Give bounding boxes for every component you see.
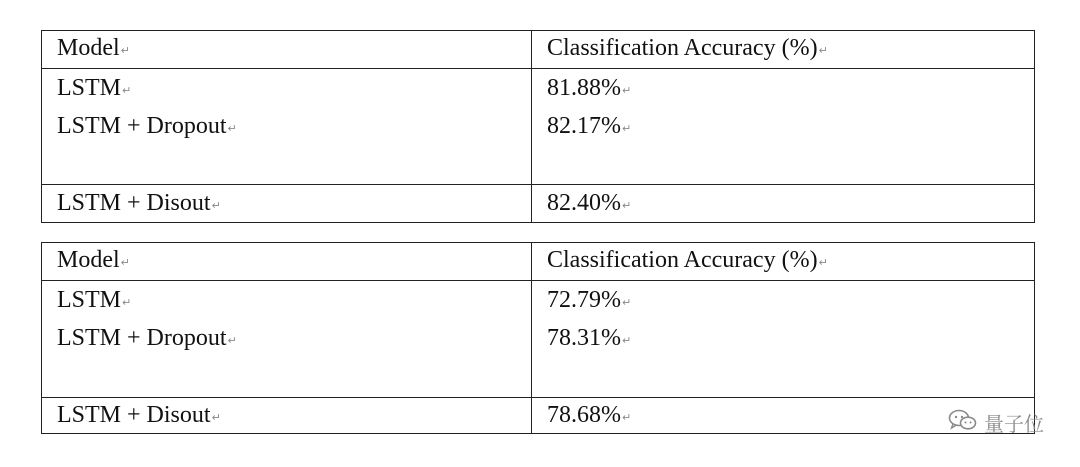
header-accuracy: Classification Accuracy (%)↵: [547, 35, 828, 61]
accuracy-lstm-dropout: 78.31%↵: [547, 325, 632, 351]
model-lstm: LSTM↵: [57, 75, 132, 101]
accuracy-lstm-dropout: 82.17%↵: [547, 113, 632, 139]
watermark-text: 量子位: [984, 412, 1044, 436]
accuracy-lstm-disout: 82.40%↵: [547, 190, 632, 216]
accuracy-lstm-disout: 78.68%↵: [547, 402, 632, 428]
results-table-1: [41, 30, 1035, 223]
accuracy-lstm: 72.79%↵: [547, 287, 632, 313]
table-header-row: [42, 243, 1034, 281]
table-body-row: [42, 281, 1034, 398]
model-lstm: LSTM↵: [57, 287, 132, 313]
model-lstm-disout: LSTM + Disout↵: [57, 402, 221, 428]
accuracy-lstm: 81.88%↵: [547, 75, 632, 101]
model-lstm-dropout: LSTM + Dropout↵: [57, 113, 237, 139]
wechat-icon: [948, 408, 978, 437]
table-header-row: [42, 31, 1034, 69]
model-lstm-dropout: LSTM + Dropout↵: [57, 325, 237, 351]
header-model: Model↵: [57, 35, 130, 61]
results-table-2: [41, 242, 1035, 434]
header-accuracy: Classification Accuracy (%)↵: [547, 247, 828, 273]
header-model: Model↵: [57, 247, 130, 273]
model-lstm-disout: LSTM + Disout↵: [57, 190, 221, 216]
watermark: [948, 408, 1044, 437]
table-row-disout: [42, 185, 1034, 222]
table-row-disout: [42, 398, 1034, 433]
table-body-row: [42, 69, 1034, 185]
